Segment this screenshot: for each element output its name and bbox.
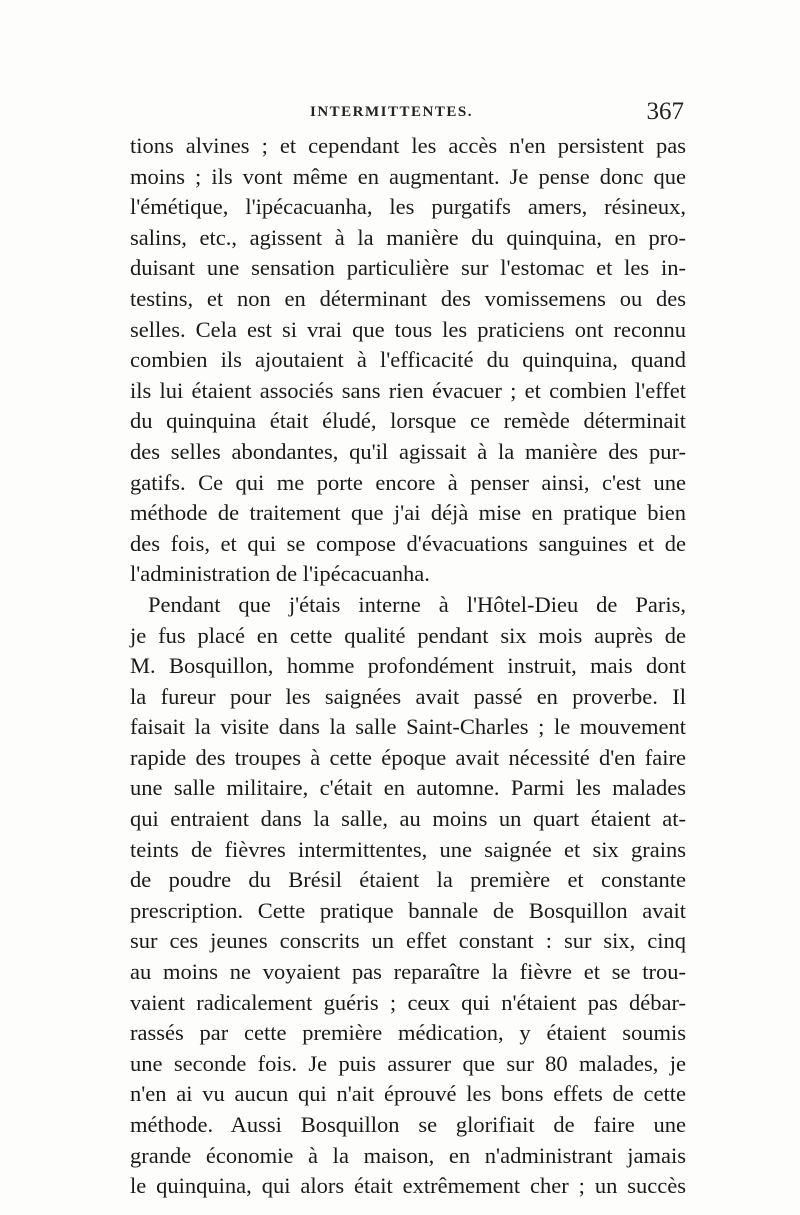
text-line: des selles abondantes, qu'il agissait à la manière des pur- [130,438,686,464]
text-line: la fureur pour les saignées avait passé en proverbe. Il [130,683,686,709]
text-line: le quinquina, qui alors était extrêmement cher ; un succès [130,1173,686,1199]
running-title: INTERMITTENTES. [310,104,473,120]
text-line: des fois, et qui se compose d'évacuations sanguines et de [130,530,686,556]
text-line: l'administration de l'ipécacuanha. [130,561,430,587]
text-line: une salle militaire, c'était en automne. Parmi les malades [130,775,686,801]
text-line: salins, etc., agissent à la manière du quinquina, en pro- [130,224,686,250]
text-line: prescription. Cette pratique bannale de Bosquillon avait [130,897,686,923]
text-line: teints de fièvres intermittentes, une saignée et six grains [130,836,686,862]
text-line: du quinquina était éludé, lorsque ce remède déterminait [130,408,686,434]
text-line: moins ; ils vont même en augmentant. Je pense donc que [130,163,686,189]
body-text [130,131,686,1202]
text-line: au moins ne voyaient pas reparaître la fièvre et se trou- [130,959,686,985]
text-line: n'en ai vu aucun qui n'ait éprouvé les bons effets de cette [130,1081,686,1107]
paragraph-1 [130,131,686,590]
text-line: Pendant que j'étais interne à l'Hôtel-Dieu de Paris, [148,591,686,617]
text-line: combien ils ajoutaient à l'efficacité du quinquina, quand [130,347,686,373]
text-line: de poudre du Brésil étaient la première et constante [130,867,686,893]
paragraph-2 [130,590,686,1202]
text-line: tions alvines ; et cependant les accès n'en persistent pas [130,133,686,158]
text-line: qui entraient dans la salle, au moins un quart étaient at- [130,806,686,832]
text-line: ils lui étaient associés sans rien évacuer ; et combien l'effet [130,377,686,403]
page-number: 367 [646,98,684,125]
text-line: M. Bosquillon, homme profondément instruit, mais dont [130,653,686,679]
text-line: une seconde fois. Je puis assurer que sur 80 malades, je [130,1050,686,1076]
text-line: rapide des troupes à cette époque avait nécessité d'en faire [130,744,686,770]
text-line: selles. Cela est si vrai que tous les praticiens ont reconnu [130,316,686,342]
text-line: testins, et non en déterminant des vomissemens ou des [130,285,686,311]
text-line: vaient radicalement guéris ; ceux qui n'étaient pas débar- [130,989,686,1015]
text-line: duisant une sensation particulière sur l'estomac et les in- [130,255,686,281]
text-line: l'émétique, l'ipécacuanha, les purgatifs amers, résineux, [130,194,686,220]
text-line: rassés par cette première médication, y étaient soumis [130,1020,686,1046]
text-line: méthode de traitement que j'ai déjà mise en pratique bien [130,500,686,526]
running-header [132,100,684,132]
text-line: sur ces jeunes conscrits un effet constant : sur six, cinq [130,928,686,954]
text-line: je fus placé en cette qualité pendant six mois auprès de [130,622,686,648]
text-line: gatifs. Ce qui me porte encore à penser ainsi, c'est une [130,469,686,495]
text-line: faisait la visite dans la salle Saint-Charles ; le mouvement [130,714,686,740]
text-line: grande économie à la maison, en n'administrant jamais [130,1142,686,1168]
text-line: méthode. Aussi Bosquillon se glorifiait de faire une [130,1112,686,1137]
